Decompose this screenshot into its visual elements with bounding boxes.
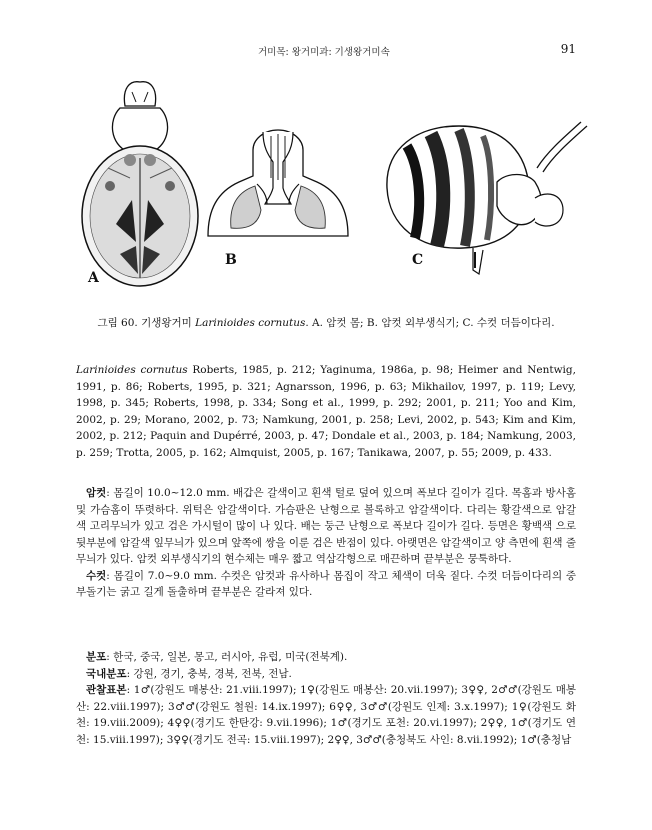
distribution-label: 분포	[86, 651, 107, 663]
male-palp-illustration	[367, 118, 592, 278]
page-header	[0, 44, 652, 60]
distribution-section	[76, 649, 576, 748]
references-text: Roberts, 1985, p. 212; Yaginuma, 1986a, p. 98; Heimer and Nentwig, 1991, p. 86; Roberts, 1995, p. 321; Agnarsson, 1996, p. 63; Mikhailov, 1997, p. 119; Levy, 1998, p. 345; Roberts, 1998, p. 334; Song et al., 1999, p. 292; 2001, p. 211; Yoo and Kim, 2002, p. 29; Morano, 2002, p. 73; Namkung, 2001, p. 258; Levi, 2002, p. 543; Kim and Kim, 2002, p. 212; Paquin and Dupérré, 2003, p. 47; Dondale et al., 2003, p. 184; Namkung, 2003, p. 259; Trotta, 2005, p. 162; Almquist, 2005, p. 167; Tanikawa, 2007, p. 55; 2009, p. 433.	[76, 364, 576, 459]
figure-caption	[0, 315, 652, 330]
distribution: 분포: 한국, 중국, 일본, 몽고, 러시아, 유럽, 미국(전북계).	[86, 651, 348, 663]
caption-species: Larinioides cornutus	[195, 317, 306, 329]
synonymy-references	[76, 362, 576, 461]
domestic-distribution: 국내분포: 강원, 경기, 충북, 경북, 전북, 전남.	[86, 667, 292, 680]
male-label: 수컷	[86, 569, 107, 582]
panel-label-c: C	[412, 252, 424, 268]
panel-label-b: B	[225, 252, 237, 268]
caption-suffix: . A. 암컷 몸; B. 암컷 외부생식기; C. 수컷 더듬이다리.	[305, 317, 555, 329]
page-number: 91	[560, 42, 576, 56]
female-body-illustration	[70, 78, 210, 288]
domestic-label: 국내분포	[86, 667, 127, 680]
species-name: Larinioides cornutus	[76, 364, 188, 376]
examined-specimens: 관찰표본: 1♂(강원도 매봉산: 21.viii.1997); 1♀(강원도 매봉산: 20.vii.1997); 3♀♀, 2♂♂(강원도 매봉산: 22.viii.1997); 3♂♂(강원도 철원: 14.ix.1997); 6♀♀, 3♂♂(강원도 인제: 3.x.1997); 1♀(강원도 화천: 19.viii.2009); 4♀♀(경기도 한탄강: 9.vii.1996); 1♂(경기도 포천: 20.vi.1997); 2♀♀, 1♂(경기도 연천: 15.viii.1997); 3♀♀(경기도 전곡: 15.viii.1997); 2♀♀, 3♂♂(충청북도 사인: 8.vii.1992); 1♂(충청남	[76, 684, 576, 746]
female-label: 암컷	[86, 487, 107, 499]
specimens-label: 관찰표본	[86, 684, 127, 696]
caption-prefix: 그림 60. 기생왕거미	[97, 317, 196, 329]
epigynum-illustration	[203, 118, 353, 243]
description	[76, 485, 576, 601]
male-description: 수컷: 몸길이 7.0~9.0 mm. 수컷은 암컷과 유사하나 몸집이 작고 체색이 더욱 짙다. 수컷 더듬이다리의 중부돌기는 굵고 길게 돌출하며 끝부분은 갈라져 있다.	[76, 569, 576, 598]
female-description: 암컷: 몸길이 10.0~12.0 mm. 배갑은 갈색이고 흰색 털로 덮여 있으며 폭보다 길이가 길다. 목홈과 방사홈 및 가슴홈이 뚜렷하다. 위턱은 암갈색이다. 가슴판은 난형으로 볼록하고 암갈색이다. 다리는 황갈색으로 암갈색 고리무늬가 있고 검은 가시털이 많이 나 있다. 배는 둥근 난형으로 폭보다 길이가 길다. 등면은 황백색 으로 뒷부분에 암갈색 잎무늬가 있으며 앞쪽에 쌍을 이룬 검은 반점이 있다. 아랫면은 암갈색이고 양 측면에 흰색 줄무늬가 있다. 암컷 외부생식기의 현수체는 매우 짧고 역삼각형으로 매끈하며 끝부분은 뭉툭하다.	[76, 487, 576, 565]
figure-60	[70, 78, 590, 296]
panel-label-a: A	[88, 270, 99, 286]
running-head: 거미목: 왕거미과: 기생왕거미속	[258, 47, 390, 58]
